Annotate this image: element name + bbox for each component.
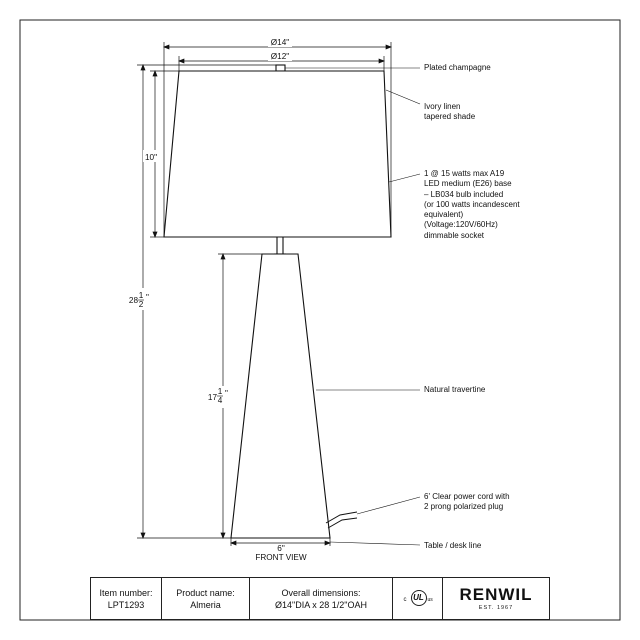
callout-bulb-line-1: 1 @ 15 watts max A19: [424, 169, 505, 178]
dim-base-width: 6": [277, 544, 285, 553]
callout-shade-line-2: tapered shade: [424, 112, 476, 122]
brand-established: EST. 1967: [478, 604, 514, 611]
callout-bulb: [424, 169, 520, 241]
lamp-drawing: [164, 65, 391, 538]
callout-table-line: Table / desk line: [424, 541, 482, 550]
callout-body: [424, 385, 485, 395]
lamp-shade: [164, 71, 391, 237]
dim-overall-height-den: 2: [138, 300, 144, 309]
certification-cell: [393, 578, 443, 619]
dim-shade-top-dia: Ø12": [270, 52, 290, 61]
product-name-label: Product name:: [176, 587, 235, 598]
callout-bulb-line-2: LED medium (E26) base: [424, 179, 512, 189]
callout-finial-line: Plated champagne: [424, 63, 491, 72]
dim-shade-height: 10": [144, 153, 158, 162]
callout-body-line: Natural travertine: [424, 385, 486, 394]
overall-dimensions-value: Ø14"DIA x 28 1/2"OAH: [275, 599, 367, 610]
cert-us: us: [427, 596, 433, 603]
dim-base-height-num: 1: [217, 387, 223, 396]
product-name-cell: [162, 578, 250, 619]
callout-bulb-line-7: dimmable socket: [424, 230, 485, 240]
callout-finial: [424, 63, 491, 73]
callout-bulb-line-3: – LB034 bulb included: [424, 189, 504, 199]
item-number-cell: [91, 578, 162, 619]
product-name-value: Almeria: [190, 599, 221, 610]
item-number-label: Item number:: [99, 587, 153, 598]
callout-cord-line-1: 6' Clear power cord with: [424, 492, 510, 501]
cert-c: c: [403, 596, 407, 603]
dim-overall-height-num: 1: [138, 291, 144, 300]
cul-us-listed-icon: [404, 589, 432, 609]
callout-cord-line-2: 2 prong polarized plug: [424, 502, 504, 512]
callout-shade-line-1: Ivory linen: [424, 102, 461, 111]
dim-shade-outer-dia: Ø14": [270, 38, 290, 47]
overall-dimensions-label: Overall dimensions:: [281, 587, 361, 598]
overall-dimensions-cell: [250, 578, 393, 619]
dim-overall-height-whole: 28: [128, 296, 138, 305]
callout-bulb-line-6: (Voltage:120V/60Hz): [424, 220, 498, 230]
dim-base-height-inch: ": [225, 389, 228, 398]
view-label: FRONT VIEW: [255, 553, 307, 562]
title-block: [90, 577, 550, 620]
callout-cord: [424, 492, 510, 513]
callout-table: [424, 541, 481, 551]
item-number-value: LPT1293: [107, 599, 145, 610]
dim-overall-height-inch: ": [146, 293, 149, 302]
power-cord: [326, 512, 357, 523]
cert-ul: UL: [411, 590, 427, 606]
dim-base-height-whole: 17: [207, 393, 217, 402]
callout-shade: [424, 102, 475, 123]
finial: [276, 65, 285, 71]
lamp-base: [231, 254, 330, 538]
callout-bulb-line-5: equivalent): [424, 210, 464, 220]
dim-base-height-den: 4: [217, 396, 223, 405]
callout-bulb-line-4: (or 100 watts incandescent: [424, 199, 520, 209]
brand-logo: RENWIL: [459, 584, 533, 604]
brand-cell: [443, 578, 549, 619]
